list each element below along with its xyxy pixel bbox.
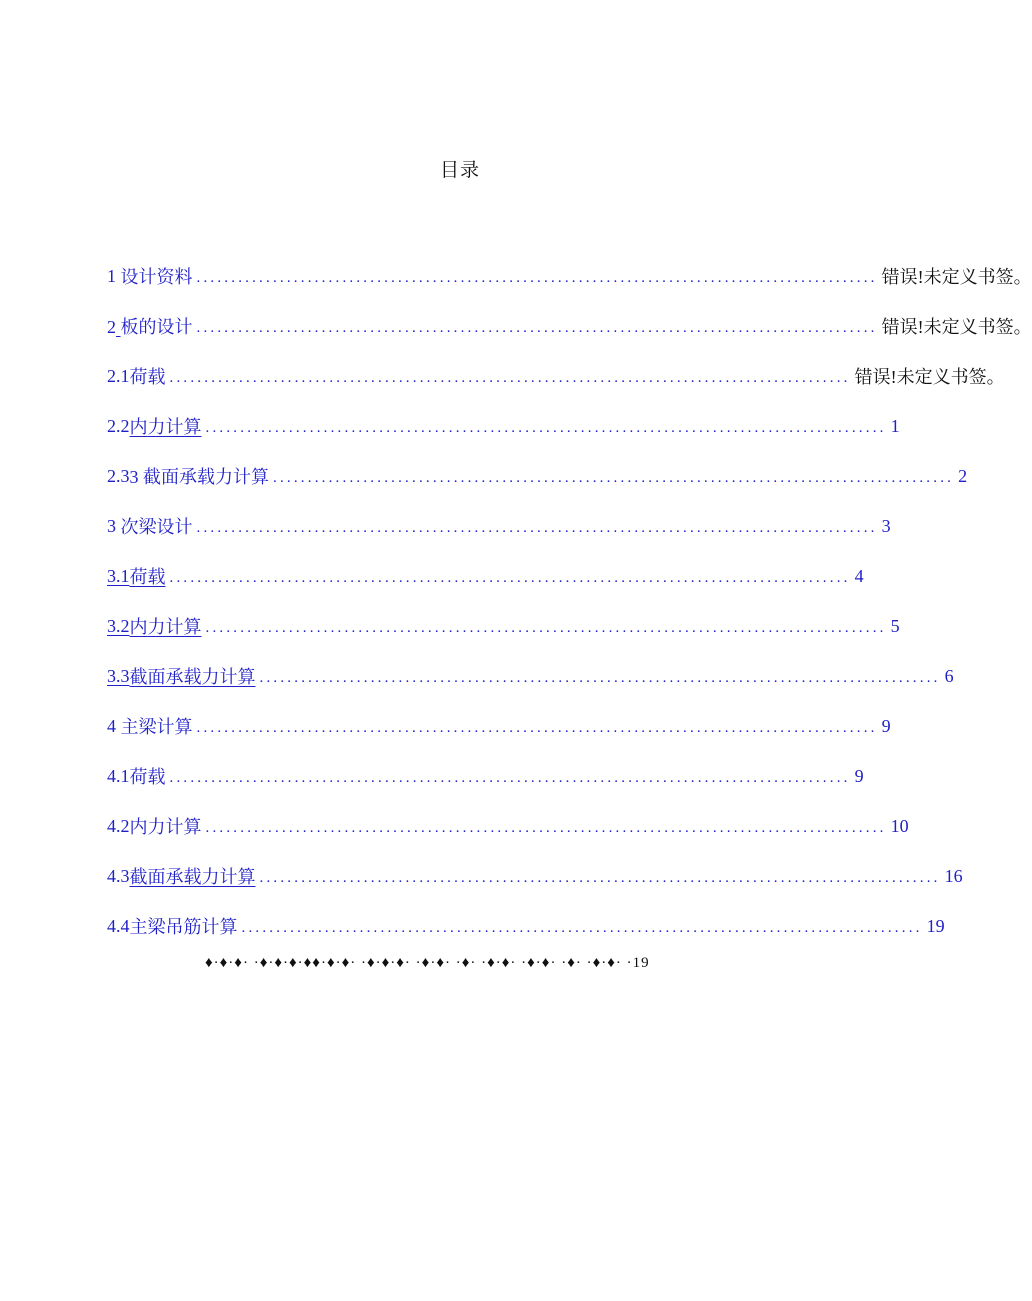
entry-number: 4.3: [107, 865, 130, 886]
entry-page: 错误!未定义书签。: [881, 267, 1032, 287]
entry-label: 内力计算: [129, 817, 202, 837]
entry-page: 2: [958, 465, 968, 486]
entry-page: 9: [881, 715, 891, 736]
entry-page: 错误!未定义书签。: [881, 317, 1032, 337]
entry-number: 3: [107, 515, 116, 536]
toc-entry-1[interactable]: [107, 251, 1032, 301]
entry-number: 4: [107, 715, 116, 736]
toc-entry-3[interactable]: [107, 501, 891, 551]
entry-number: 4.1: [107, 765, 130, 786]
entry-label: 荷载: [129, 767, 166, 787]
entry-number: 2.1: [107, 365, 130, 386]
dot-leader: ..................................................................................................: [196, 519, 878, 536]
entry-label: 设计资料: [120, 267, 193, 287]
entry-page: 6: [944, 665, 954, 686]
entry-page: 5: [890, 615, 900, 636]
entry-label: 主梁吊筋计算: [129, 917, 238, 937]
toc-entry-4-4[interactable]: [107, 901, 945, 951]
toc-entry-4-3[interactable]: [107, 851, 963, 901]
entry-number: 2.3: [107, 465, 130, 486]
entry-label: 主梁计算: [120, 717, 193, 737]
dot-leader: ..................................................................................................: [259, 669, 941, 686]
entry-label: 内力计算: [129, 617, 202, 637]
toc-entry-2-3[interactable]: [107, 451, 968, 501]
entry-label: 3 截面承载力计算: [129, 467, 269, 487]
entry-number: 2.2: [107, 415, 130, 436]
dot-leader: ..................................................................................................: [259, 869, 941, 886]
toc-entry-4[interactable]: [107, 701, 891, 751]
entry-label: 内力计算: [129, 417, 202, 437]
toc-entry-2[interactable]: [107, 301, 1032, 351]
entry-label: 截面承载力计算: [129, 867, 256, 887]
entry-page: 4: [854, 565, 864, 586]
toc-title: 目录: [439, 160, 480, 181]
entry-number: 4.4: [107, 915, 130, 936]
entry-page: 1: [890, 415, 900, 436]
entry-number: 3.3: [107, 665, 130, 686]
entry-page: 16: [944, 865, 963, 886]
dot-leader: ..................................................................................................: [169, 369, 851, 386]
dot-leader: ..................................................................................................: [241, 919, 923, 936]
toc-entry-2-1[interactable]: [107, 351, 1005, 401]
entry-number: 3.1: [107, 565, 130, 586]
entry-number: 3.2: [107, 615, 130, 636]
dot-leader: ..................................................................................................: [196, 269, 878, 286]
dot-leader: ..................................................................................................: [205, 819, 887, 836]
entry-page: 错误!未定义书签。: [854, 367, 1005, 387]
entry-page: 3: [881, 515, 891, 536]
entry-label: 次梁设计: [120, 517, 193, 537]
dot-leader: ..................................................................................................: [205, 619, 887, 636]
toc-list: [107, 251, 1032, 951]
toc-entry-3-2[interactable]: [107, 601, 900, 651]
dot-leader: ..................................................................................................: [169, 569, 851, 586]
entry-label: 荷载: [129, 567, 166, 587]
entry-label: 荷载: [129, 367, 166, 387]
entry-number: 1: [107, 265, 116, 286]
toc-entry-3-3[interactable]: [107, 651, 954, 701]
toc-entry-2-2[interactable]: [107, 401, 900, 451]
entry-number: 4.2: [107, 815, 130, 836]
entry-label: 板的设计: [120, 317, 193, 337]
dot-leader: ..................................................................................................: [169, 769, 851, 786]
dot-leader: ..................................................................................................: [273, 469, 955, 486]
entry-page: 9: [854, 765, 864, 786]
entry-page: 10: [890, 815, 909, 836]
garbled-toc-entry: ♦·♦·♦· ·♦·♦·♦·♦♦·♦·♦· ·♦·♦·♦· ·♦·♦· ·♦· ·♦·♦· ·♦·♦· ·♦· ·♦·♦· ·19: [205, 955, 650, 971]
toc-entry-4-1[interactable]: [107, 751, 864, 801]
entry-label: 截面承载力计算: [129, 667, 256, 687]
dot-leader: ..................................................................................................: [196, 319, 878, 336]
entry-number: 2: [107, 317, 116, 337]
toc-entry-4-2[interactable]: [107, 801, 909, 851]
toc-entry-3-1[interactable]: [107, 551, 864, 601]
dot-leader: ..................................................................................................: [205, 419, 887, 436]
entry-page: 19: [926, 915, 945, 936]
dot-leader: ..................................................................................................: [196, 719, 878, 736]
